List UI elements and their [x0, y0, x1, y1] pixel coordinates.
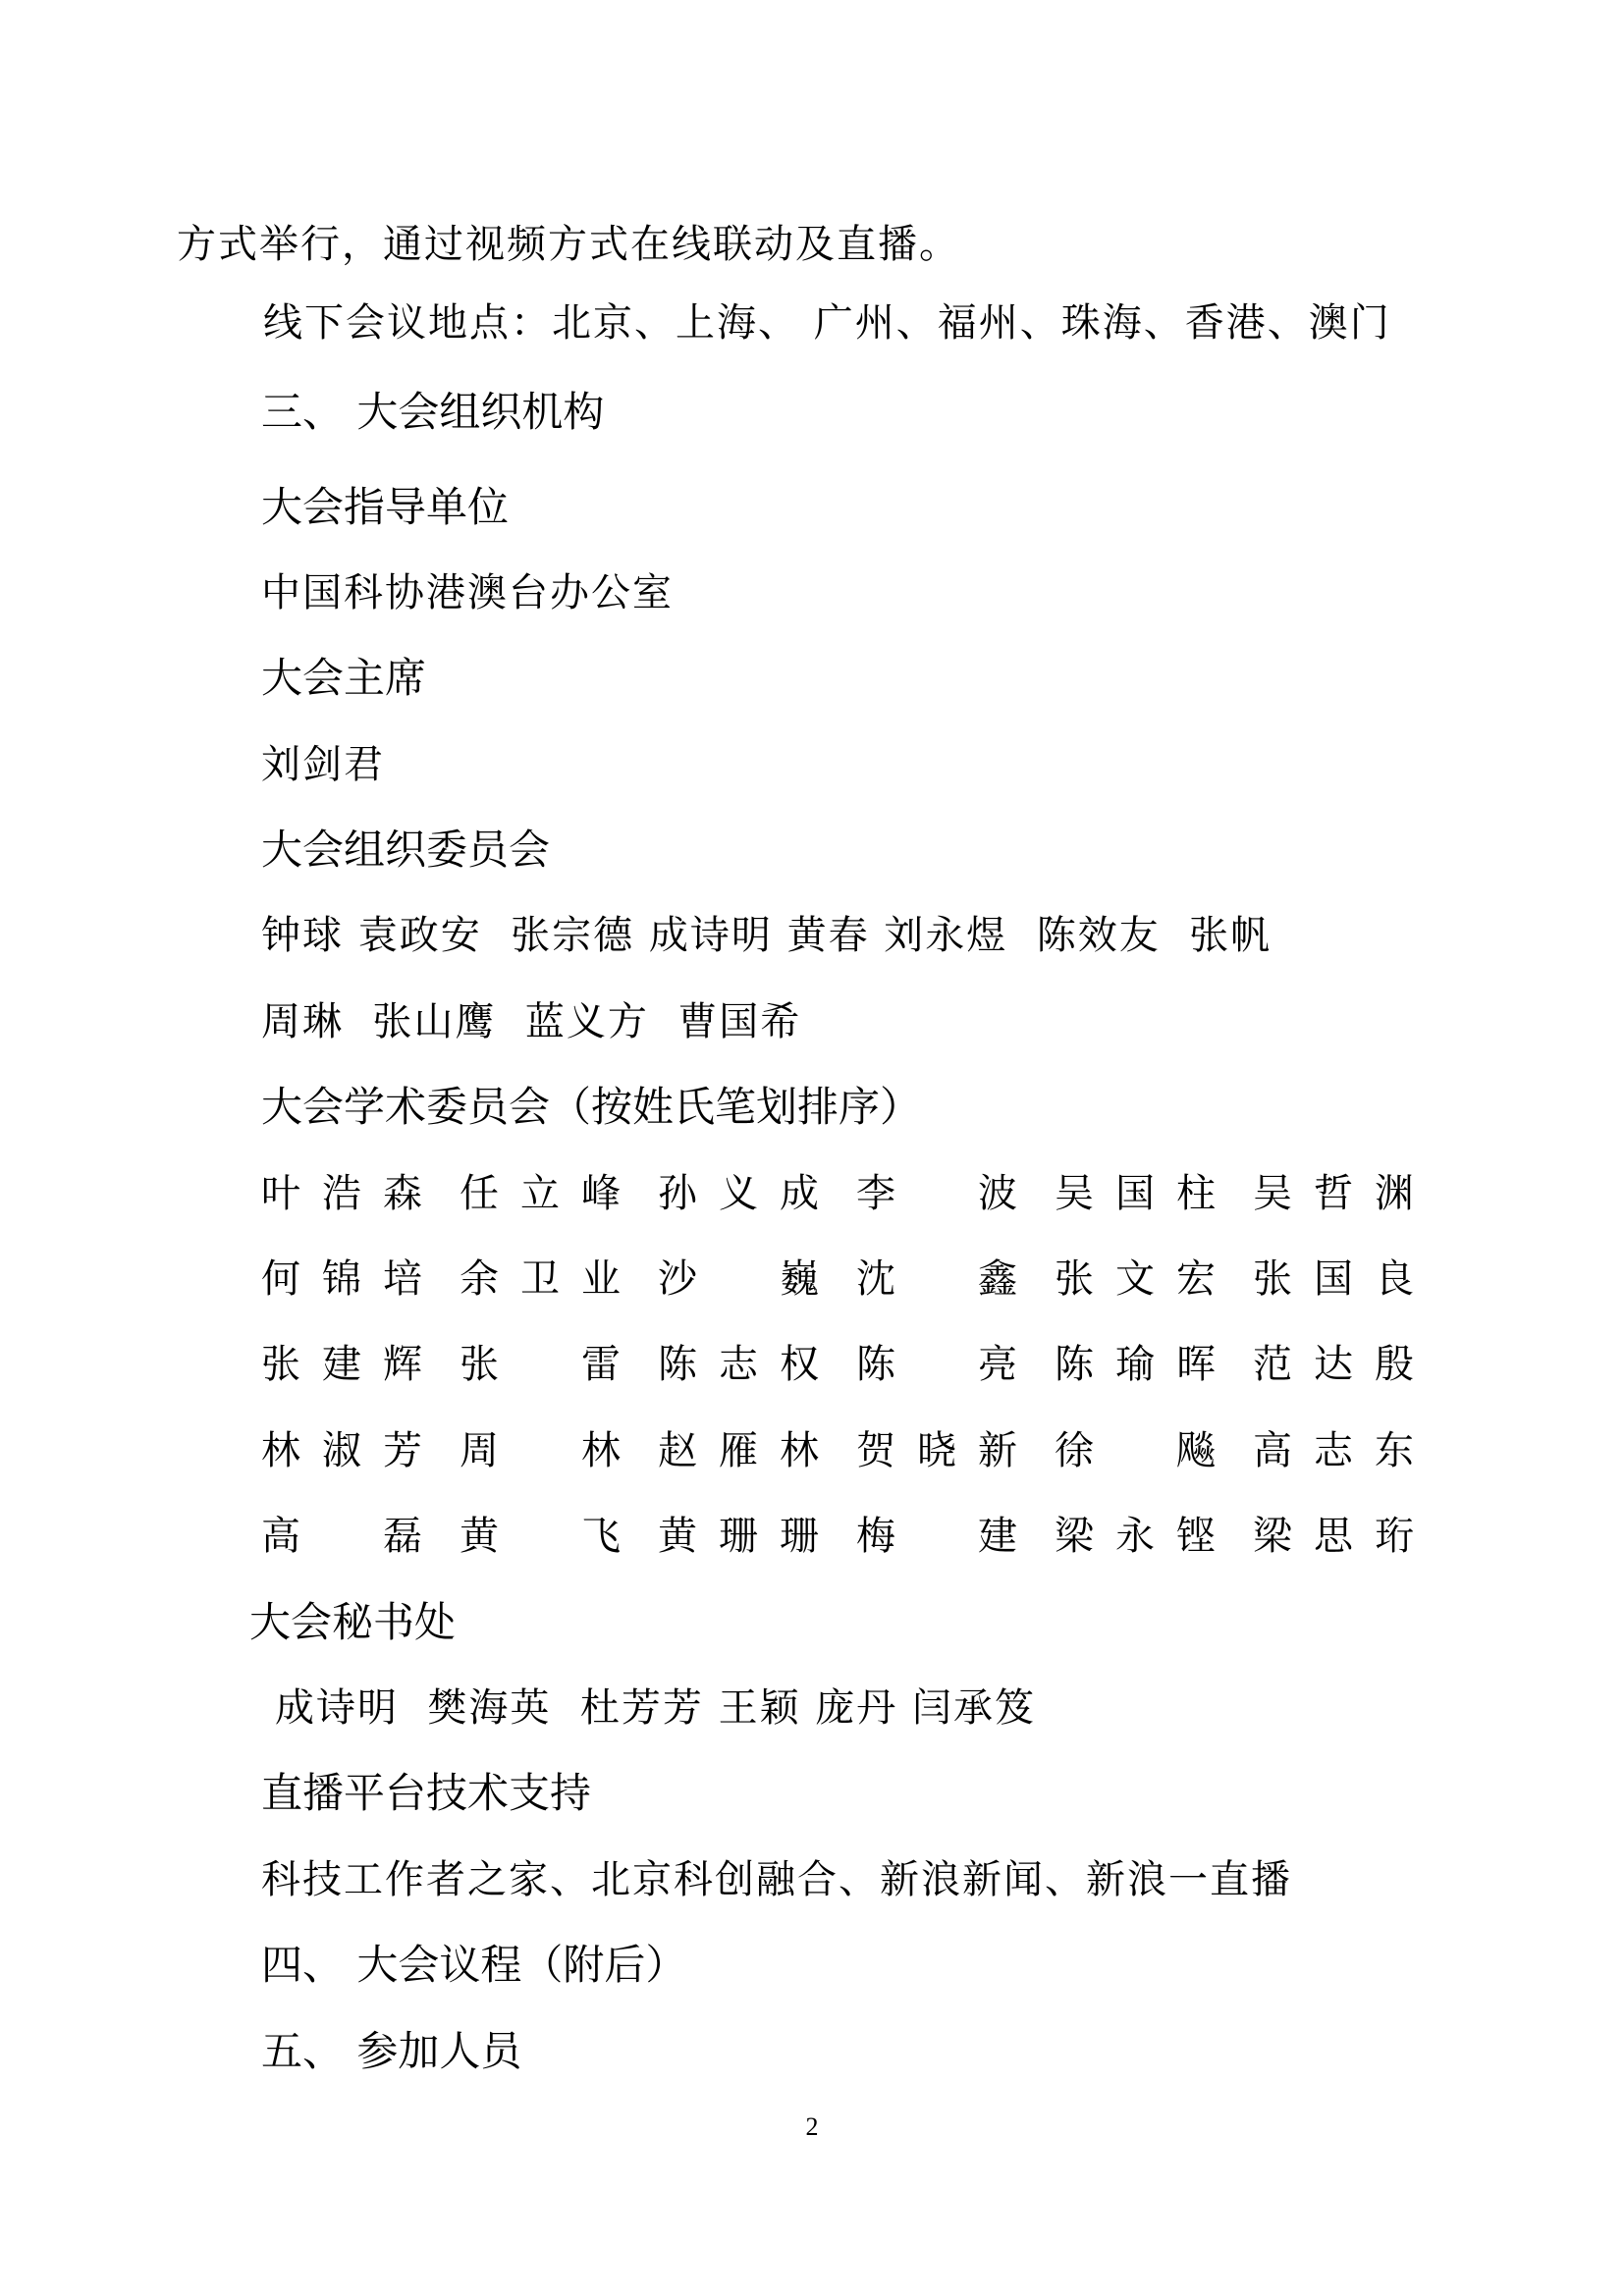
- academic-committee-name-char: 张: [1055, 1256, 1094, 1302]
- academic-committee-name-char: 渊: [1375, 1171, 1414, 1216]
- academic-committee-name-char: 高: [1253, 1428, 1292, 1473]
- page-number: 2: [805, 2112, 819, 2141]
- academic-committee-name-char: 业: [581, 1256, 621, 1302]
- academic-committee-name-char: 思: [1314, 1514, 1353, 1559]
- academic-committee-name-char: 东: [1375, 1428, 1414, 1473]
- tech-support-platforms: 科技工作者之家、北京科创融合、新浪新闻、新浪一直播: [261, 1857, 1292, 1902]
- academic-committee-name-char: 何: [261, 1256, 300, 1302]
- academic-committee-name-char: 珊: [780, 1514, 819, 1559]
- academic-committee-name-char: 淑: [322, 1428, 361, 1473]
- academic-committee-name-char: 徐: [1055, 1428, 1094, 1473]
- academic-committee-name-char: 宏: [1176, 1256, 1216, 1302]
- academic-committee-name-char: 浩: [322, 1171, 361, 1216]
- academic-committee-name-char: 志: [1314, 1428, 1353, 1473]
- academic-committee-name-char: 卫: [520, 1256, 560, 1302]
- subheading-chairman: 大会主席: [261, 654, 427, 702]
- academic-committee-name-char: 张: [261, 1342, 300, 1387]
- academic-committee-name-char: 沈: [856, 1256, 895, 1302]
- offline-venue-line: 线下会议地点：北京、上海、 广州、福州、珠海、香港、澳门: [263, 300, 1391, 346]
- academic-committee-name-char: 珊: [719, 1514, 758, 1559]
- academic-committee-name-char: 吴: [1253, 1171, 1292, 1216]
- academic-committee-name-char: 雷: [581, 1342, 621, 1387]
- academic-committee-name-char: 晖: [1176, 1342, 1216, 1387]
- academic-committee-name-char: 锦: [322, 1256, 361, 1302]
- subheading-guiding-unit: 大会指导单位: [261, 483, 510, 531]
- academic-committee-name-char: 张: [1253, 1256, 1292, 1302]
- academic-committee-name-char: 建: [978, 1514, 1017, 1559]
- academic-committee-name-char: 立: [520, 1171, 560, 1216]
- subheading-secretariat: 大会秘书处: [249, 1598, 457, 1646]
- academic-committee-name-char: 波: [978, 1171, 1017, 1216]
- academic-committee-name-char: 铿: [1176, 1514, 1216, 1559]
- academic-committee-name-char: 巍: [780, 1256, 819, 1302]
- guiding-unit-name: 中国科协港澳台办公室: [261, 570, 674, 615]
- academic-committee-name-char: 文: [1115, 1256, 1155, 1302]
- academic-committee-name-char: 黄: [460, 1514, 499, 1559]
- academic-committee-name-char: 国: [1115, 1171, 1155, 1216]
- academic-committee-name-char: 陈: [856, 1342, 895, 1387]
- body-paragraph-continuation: 方式举行，通过视频方式在线联动及直播。: [177, 222, 960, 267]
- academic-committee-name-char: 周: [460, 1428, 499, 1473]
- academic-committee-name-char: 亮: [978, 1342, 1017, 1387]
- academic-committee-name-char: 林: [261, 1428, 300, 1473]
- academic-committee-name-char: 辉: [383, 1342, 422, 1387]
- academic-committee-name-char: 飞: [581, 1514, 621, 1559]
- academic-committee-name-char: 芳: [383, 1428, 422, 1473]
- academic-committee-name-char: 黄: [658, 1514, 697, 1559]
- academic-committee-name-char: 晓: [917, 1428, 956, 1473]
- secretariat-members: 成诗明 樊海英 杜芳芳 王颖 庞丹 闫承笈: [275, 1685, 1037, 1731]
- academic-committee-name-char: 雁: [719, 1428, 758, 1473]
- organizing-committee-members-line1: 钟球 袁政安 张宗德 成诗明 黄春 刘永煜 陈效友 张帆: [261, 913, 1272, 958]
- academic-committee-name-char: 瑜: [1115, 1342, 1155, 1387]
- academic-committee-name-char: 叶: [261, 1171, 300, 1216]
- academic-committee-name-char: 李: [856, 1171, 895, 1216]
- academic-committee-name-char: 余: [460, 1256, 499, 1302]
- academic-committee-name-char: 森: [383, 1171, 422, 1216]
- academic-committee-name-char: 珩: [1375, 1514, 1414, 1559]
- academic-committee-name-char: 梁: [1253, 1514, 1292, 1559]
- academic-committee-name-char: 建: [322, 1342, 361, 1387]
- section-heading-agenda: 四、 大会议程（附后）: [261, 1941, 687, 1989]
- subheading-academic-committee: 大会学术委员会（按姓氏笔划排序）: [261, 1083, 922, 1131]
- academic-committee-name-char: 贺: [856, 1428, 895, 1473]
- chairman-name: 刘剑君: [261, 742, 385, 787]
- academic-committee-name-char: 鑫: [978, 1256, 1017, 1302]
- academic-committee-name-char: 柱: [1176, 1171, 1216, 1216]
- academic-committee-name-char: 林: [780, 1428, 819, 1473]
- academic-committee-name-char: 磊: [383, 1514, 422, 1559]
- academic-committee-name-char: 沙: [658, 1256, 697, 1302]
- academic-committee-name-char: 殷: [1375, 1342, 1414, 1387]
- academic-committee-name-char: 永: [1115, 1514, 1155, 1559]
- academic-committee-name-char: 培: [383, 1256, 422, 1302]
- academic-committee-name-char: 梁: [1055, 1514, 1094, 1559]
- subheading-organizing-committee: 大会组织委员会: [261, 826, 551, 874]
- academic-committee-name-char: 成: [780, 1171, 819, 1216]
- section-heading-organization: 三、 大会组织机构: [261, 388, 605, 436]
- academic-committee-name-char: 良: [1375, 1256, 1414, 1302]
- academic-committee-name-char: 孙: [658, 1171, 697, 1216]
- academic-committee-name-char: 峰: [581, 1171, 621, 1216]
- organizing-committee-members-line2: 周琳 张山鹰 蓝义方 曹国希: [261, 999, 802, 1044]
- section-heading-participants: 五、 参加人员: [261, 2027, 522, 2075]
- academic-committee-name-char: 吴: [1055, 1171, 1094, 1216]
- academic-committee-name-char: 高: [261, 1514, 300, 1559]
- academic-committee-name-char: 范: [1253, 1342, 1292, 1387]
- subheading-tech-support: 直播平台技术支持: [261, 1769, 592, 1817]
- academic-committee-name-char: 飚: [1176, 1428, 1216, 1473]
- academic-committee-name-char: 林: [581, 1428, 621, 1473]
- academic-committee-name-char: 陈: [658, 1342, 697, 1387]
- academic-committee-name-char: 梅: [856, 1514, 895, 1559]
- academic-committee-name-char: 志: [719, 1342, 758, 1387]
- academic-committee-name-char: 陈: [1055, 1342, 1094, 1387]
- academic-committee-name-char: 权: [780, 1342, 819, 1387]
- academic-committee-name-char: 新: [978, 1428, 1017, 1473]
- academic-committee-name-char: 义: [719, 1171, 758, 1216]
- academic-committee-name-char: 赵: [658, 1428, 697, 1473]
- academic-committee-name-char: 张: [460, 1342, 499, 1387]
- academic-committee-name-char: 哲: [1314, 1171, 1353, 1216]
- academic-committee-name-char: 达: [1314, 1342, 1353, 1387]
- academic-committee-name-char: 任: [460, 1171, 499, 1216]
- academic-committee-name-char: 国: [1314, 1256, 1353, 1302]
